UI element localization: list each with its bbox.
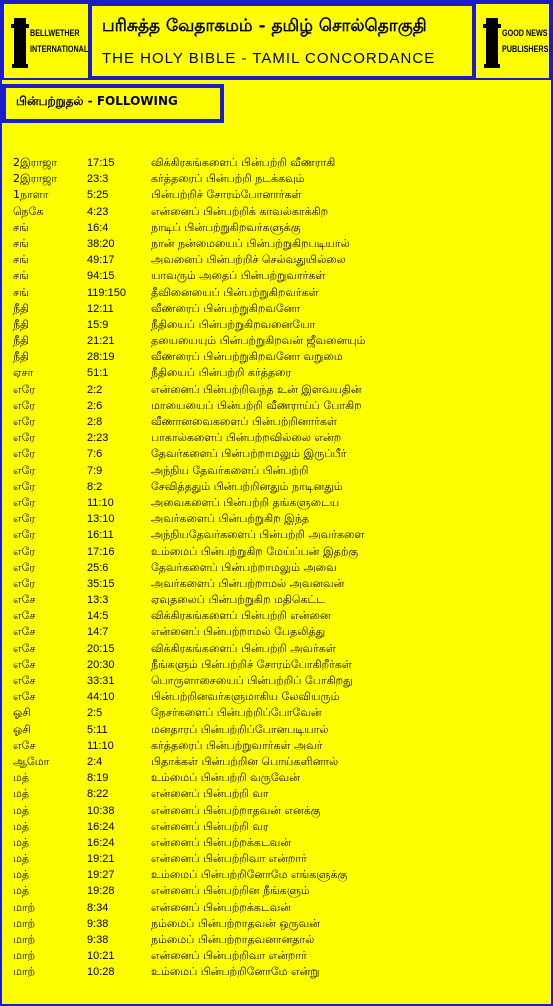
entry-book: ஓசி — [13, 722, 31, 736]
entry-reference: 2:23 — [87, 432, 109, 445]
list-item — [0, 786, 549, 802]
entry-reference: 23:3 — [87, 173, 109, 186]
list-item — [0, 705, 549, 721]
entry-reference: 44:10 — [87, 691, 115, 704]
list-item — [0, 220, 549, 236]
list-item — [0, 803, 549, 819]
entry-reference: 16:24 — [87, 820, 115, 833]
entry-book: மாற் — [13, 916, 36, 930]
list-item — [0, 155, 549, 171]
list-item — [0, 867, 549, 883]
list-item — [0, 365, 549, 381]
entry-reference: 25:6 — [87, 561, 109, 574]
list-item — [0, 964, 549, 980]
entry-book: எரே — [13, 431, 36, 445]
entry-book: 1நாளா — [13, 188, 49, 202]
entry-book: ஓசி — [13, 706, 31, 720]
entry-book: மாற் — [13, 965, 36, 979]
list-item — [0, 883, 549, 899]
entry-text: கர்த்தரைப் பின்பற்றுவார்கள் அவர் — [151, 738, 323, 752]
entry-reference: 2:6 — [87, 399, 103, 412]
entry-book: மாற் — [13, 949, 36, 963]
entry-text: என்னைப் பின்பற்றிவா என்றார் — [151, 949, 307, 963]
entry-reference: 2:8 — [87, 416, 103, 428]
list-item — [0, 835, 549, 851]
entry-text: சேவித்ததும் பின்பற்றினதும் நாடினதும் — [151, 479, 343, 493]
list-item — [0, 527, 549, 543]
entry-reference: 35:15 — [87, 577, 115, 590]
entry-reference: 11:10 — [87, 496, 114, 509]
list-item — [0, 236, 549, 252]
entry-text: என்னைப் பின்பற்றக்கடவன் — [151, 900, 291, 914]
list-item — [0, 268, 549, 284]
entry-reference: 10:38 — [87, 804, 115, 817]
list-item — [0, 738, 549, 754]
list-item — [0, 754, 549, 770]
entry-book: எசே — [13, 738, 36, 752]
entry-text: கர்த்தரைப் பின்பற்றி நடக்கவும் — [151, 172, 305, 186]
entry-text: ஏவுதலைப் பின்பற்றுகிற மதிகெட்ட — [151, 593, 326, 607]
entry-reference: 17:15 — [87, 157, 115, 169]
list-item — [0, 171, 549, 187]
entry-reference: 8:19 — [87, 772, 109, 785]
entry-book: மத் — [13, 819, 30, 833]
entry-text: நாடிப் பின்பற்றுகிறவர்களுக்கு — [151, 220, 301, 234]
list-item — [0, 398, 549, 414]
entry-reference: 9:38 — [87, 917, 109, 930]
entry-text: அவர்களைப் பின்பற்றாமல் அவனவன் — [151, 576, 345, 590]
entry-book: மத் — [13, 803, 30, 817]
list-item — [0, 689, 549, 705]
right-logo-line1: GOOD NEWS — [502, 28, 548, 38]
entry-book: மத் — [13, 852, 30, 866]
entry-reference: 11:10 — [87, 739, 114, 752]
entry-text: நேசர்களைப் பின்பற்றிப்போவேன் — [151, 706, 322, 720]
entry-reference: 2:5 — [87, 707, 103, 720]
entry-text: என்னைப் பின்பற்றிவா என்றார் — [151, 852, 307, 866]
entry-book: ஆமோ — [13, 754, 50, 768]
entry-book: மத் — [13, 884, 30, 898]
list-item — [0, 446, 549, 462]
goodnews-logo — [474, 2, 551, 80]
list-item — [0, 382, 549, 398]
list-item — [0, 641, 549, 657]
list-item — [0, 576, 549, 592]
list-item — [0, 592, 549, 608]
entry-reference: 2:2 — [87, 383, 103, 396]
list-item — [0, 657, 549, 673]
entry-text: பொருளாசையைப் பின்பற்றிப் போகிறது — [151, 674, 353, 687]
entry-book: நீதி — [13, 301, 30, 315]
entry-reference: 16:24 — [87, 836, 115, 849]
entry-text: விக்கிரகங்களைப் பின்பற்றி என்னை — [151, 609, 331, 623]
entry-book: எசே — [13, 674, 36, 687]
entry-reference: 49:17 — [87, 254, 115, 267]
entry-text: நீதியைப் பின்பற்றி கர்த்தரை — [151, 366, 292, 380]
entry-text: நான் நன்மையைப் பின்பற்றுகிறபடியால் — [151, 236, 350, 250]
entry-reference: 8:2 — [87, 480, 103, 493]
entry-reference: 12:11 — [87, 302, 114, 315]
entry-book: சங் — [13, 220, 29, 234]
entry-book: சங் — [13, 269, 29, 283]
entry-book: எரே — [13, 463, 36, 477]
entry-text: என்னைப் பின்பற்றி வர — [151, 819, 269, 833]
entry-reference: 17:16 — [87, 545, 115, 558]
entry-text: நம்மைப் பின்பற்றாதவன் ஒருவன் — [151, 916, 320, 930]
list-item — [0, 608, 549, 624]
list-item — [0, 673, 549, 689]
entry-book: எரே — [13, 479, 36, 493]
list-item — [0, 544, 549, 560]
entry-book: மாற் — [13, 900, 36, 914]
entry-reference: 19:27 — [87, 869, 115, 882]
title-english: THE HOLY BIBLE - TAMIL CONCORDANCE — [102, 50, 436, 67]
entry-reference: 13:10 — [87, 513, 115, 526]
list-item — [0, 819, 549, 835]
entry-book: நீதி — [13, 350, 30, 364]
entry-book: மாற் — [13, 933, 36, 946]
entry-book: எசே — [13, 625, 36, 639]
entry-book: எசே — [13, 593, 36, 607]
entry-reference: 16:4 — [87, 221, 109, 234]
entry-book: மத் — [13, 835, 30, 849]
entry-reference: 119:150 — [87, 286, 126, 299]
list-item — [0, 722, 549, 738]
entry-book: எரே — [13, 415, 36, 428]
entry-reference: 2:4 — [87, 755, 103, 768]
entry-book: எரே — [13, 560, 36, 574]
entry-reference: 33:31 — [87, 675, 115, 687]
list-item — [0, 204, 549, 220]
entry-reference: 19:21 — [87, 853, 115, 866]
entry-reference: 16:11 — [87, 529, 114, 542]
entry-text: அவர்களைப் பின்பற்றுகிற இந்த — [151, 512, 310, 526]
entry-reference: 7:6 — [87, 448, 103, 461]
entry-book: மத் — [13, 868, 30, 882]
entry-reference: 38:20 — [87, 237, 115, 250]
entry-reference: 51:1 — [87, 367, 109, 380]
entry-text: தேவர்களைப் பின்பற்றாமலும் அவை — [151, 560, 337, 574]
entry-book: நீதி — [13, 334, 30, 348]
list-item — [0, 948, 549, 964]
entry-text: விக்கிரகங்களைப் பின்பற்றி அவர்கள் — [151, 641, 336, 655]
entry-book: சங் — [13, 236, 29, 250]
entry-book: எரே — [13, 398, 36, 412]
list-item — [0, 770, 549, 786]
entry-text: தேவர்களைப் பின்பற்றாமலும் இருப்பீர் — [151, 447, 347, 461]
entry-book: 2இராஜா — [13, 172, 58, 186]
entry-reference: 8:22 — [87, 788, 109, 801]
entry-book: ஏசா — [13, 366, 34, 380]
list-item — [0, 463, 549, 479]
list-item — [0, 900, 549, 916]
entry-reference: 13:3 — [87, 594, 109, 607]
entry-text: நீதியைப் பின்பற்றுகிறவனையோ — [151, 317, 316, 331]
list-item — [0, 851, 549, 867]
entry-text: என்னைப் பின்பற்றி வா — [151, 787, 269, 801]
entry-book: எரே — [13, 528, 36, 542]
entry-text: தீவினையைப் பின்பற்றுகிறவர்கள் — [151, 285, 319, 299]
entry-text: விக்கிரகங்களைப் பின்பற்றி வீணராகி — [151, 156, 336, 169]
list-item — [0, 252, 549, 268]
list-item — [0, 511, 549, 527]
entry-book: 2இராஜா — [13, 156, 58, 169]
entry-text: பின்பற்றிச் சோரம்போனார்கள் — [151, 188, 302, 202]
list-item — [0, 317, 549, 333]
left-logo-line2: INTERNATIONAL — [30, 44, 89, 54]
entry-reference: 14:5 — [87, 610, 109, 623]
list-item — [0, 187, 549, 203]
entry-book: மத் — [13, 787, 30, 801]
entry-reference: 8:34 — [87, 901, 109, 914]
entry-text: அந்நியதேவர்களைப் பின்பற்றி அவர்களை — [151, 528, 365, 542]
entry-text: உம்மைப் பின்பற்றினோமே எங்களுக்கு — [151, 868, 348, 882]
left-logo-line1: BELLWETHER — [30, 28, 80, 38]
entry-text: உம்மைப் பின்பற்றினோமே என்று — [151, 965, 320, 979]
entry-reference: 20:30 — [87, 658, 115, 671]
section-header — [2, 84, 224, 123]
entry-text: மாயையைப் பின்பற்றி வீணராய்ப் போகிற — [151, 398, 362, 412]
entry-text: நம்மைப் பின்பற்றாதவனானதால் — [151, 933, 315, 946]
entry-book: எரே — [13, 382, 36, 396]
entry-reference: 21:21 — [87, 335, 115, 348]
section-title: பின்பற்றுதல் - FOLLOWING — [16, 94, 178, 108]
entry-reference: 7:9 — [87, 464, 103, 477]
list-item — [0, 495, 549, 511]
entry-reference: 20:15 — [87, 642, 115, 655]
entry-book: மத் — [13, 771, 30, 785]
entry-text: என்னைப் பின்பற்றிக் காவல்காக்கிற — [151, 204, 329, 218]
entry-text: பிதாக்கள் பின்பற்றின பொய்களினால் — [151, 754, 339, 768]
entry-text: பின்பற்றினவர்களுமாகிய லேவியரும் — [151, 690, 340, 704]
title-banner — [88, 2, 476, 80]
list-item — [0, 479, 549, 495]
entry-book: எரே — [13, 495, 36, 509]
list-item — [0, 333, 549, 349]
list-item — [0, 624, 549, 640]
bellwether-logo — [2, 2, 90, 80]
entry-reference: 14:7 — [87, 626, 109, 639]
entry-text: என்னைப் பின்பற்றின நீங்களும் — [151, 884, 310, 898]
right-logo-line2: PUBLISHERS — [502, 44, 549, 54]
lamp-icon — [14, 18, 26, 64]
entry-text: மனதாரப் பின்பற்றிப்போனபடியால் — [151, 722, 329, 736]
entry-book: நீதி — [13, 317, 30, 331]
entry-book: எரே — [13, 512, 36, 526]
concordance-list — [0, 155, 549, 981]
entry-reference: 28:19 — [87, 351, 115, 364]
list-item — [0, 430, 549, 446]
entry-reference: 5:11 — [87, 723, 108, 736]
entry-reference: 5:25 — [87, 189, 109, 202]
entry-text: தயையையும் பின்பற்றுகிறவன் ஜீவனையும் — [151, 334, 366, 348]
entry-reference: 15:9 — [87, 318, 109, 331]
list-item — [0, 349, 549, 365]
entry-text: என்னைப் பின்பற்றக்கடவன் — [151, 835, 291, 849]
entry-reference: 10:21 — [87, 950, 115, 963]
entry-book: எசே — [13, 641, 36, 655]
entry-text: அவனைப் பின்பற்றிச் செல்வதுயில்லை — [151, 253, 346, 267]
list-item — [0, 414, 549, 430]
entry-book: எரே — [13, 544, 36, 558]
entry-text: அவைகளைப் பின்பற்றி தங்களுடைய — [151, 495, 340, 509]
entry-text: வீணரைப் பின்பற்றுகிறவனோ வறுமை — [151, 350, 343, 364]
entry-text: உம்மைப் பின்பற்றுகிற மேய்ப்பன் இதற்கு — [151, 544, 359, 558]
entry-text: என்னைப் பின்பற்றாமல் பேதலித்து — [151, 625, 326, 639]
entry-reference: 9:38 — [87, 934, 109, 946]
entry-book: நெகே — [13, 204, 44, 218]
entry-book: சங் — [13, 253, 29, 267]
entry-reference: 4:23 — [87, 205, 109, 218]
list-item — [0, 932, 549, 948]
title-tamil: பரிசுத்த வேதாகமம் - தமிழ் சொல்தொகுதி — [102, 16, 427, 36]
entry-book: எசே — [13, 609, 36, 623]
entry-book: எசே — [13, 657, 36, 671]
entry-text: என்னைப் பின்பற்றிவந்த உன் இளவயதின் — [151, 382, 362, 396]
list-item — [0, 301, 549, 317]
entry-reference: 19:28 — [87, 885, 115, 898]
list-item — [0, 560, 549, 576]
entry-text: பாகால்களைப் பின்பற்றவில்லை என்ற — [151, 431, 342, 445]
entry-text: உம்மைப் பின்பற்றி வருவேன் — [151, 771, 300, 785]
entry-book: எரே — [13, 447, 36, 461]
list-item — [0, 285, 549, 301]
entry-reference: 94:15 — [87, 270, 115, 283]
entry-book: சங் — [13, 285, 29, 299]
torch-icon — [486, 18, 498, 64]
entry-reference: 10:28 — [87, 966, 115, 979]
list-item — [0, 916, 549, 932]
entry-text: வீணரைப் பின்பற்றுகிறவனோ — [151, 301, 301, 315]
entry-book: எரே — [13, 576, 36, 590]
entry-book: எசே — [13, 690, 36, 704]
entry-text: நீங்களும் பின்பற்றிச் சோரம்போகிறீர்கள் — [151, 657, 352, 671]
entry-text: யாவரும் அதைப் பின்பற்றுவார்கள் — [151, 269, 326, 283]
entry-text: என்னைப் பின்பற்றாதவன் எனக்கு — [151, 803, 321, 817]
entry-text: அந்நிய தேவர்களைப் பின்பற்றி — [151, 463, 309, 477]
entry-text: வீணானவைகளைப் பின்பற்றினார்கள் — [151, 415, 337, 428]
